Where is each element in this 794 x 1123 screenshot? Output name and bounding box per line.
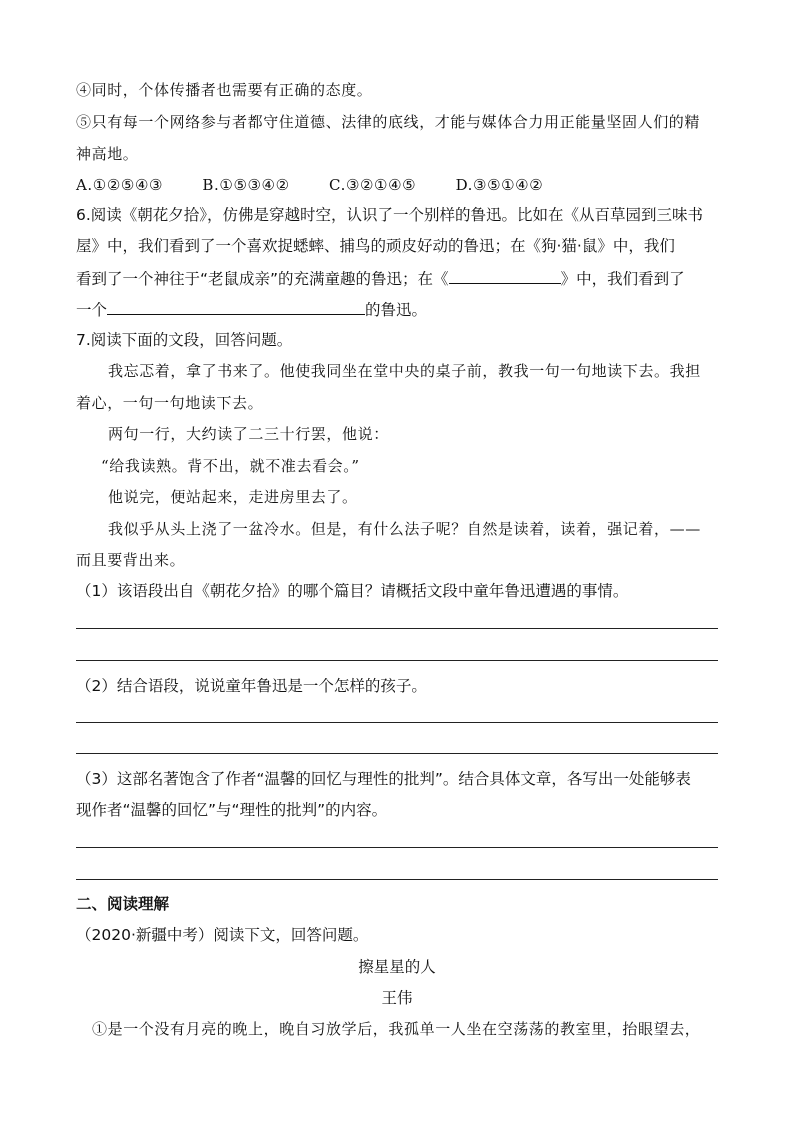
passage-p2: 两句一行，大约读了二三十行罢，他说： [108, 425, 389, 443]
q7-sub3-line2: 现作者“温馨的回忆”与“理性的批判”的内容。 [76, 801, 388, 819]
q7-sub3-line1: （3）这部名著饱含了作者“温馨的回忆与理性的批判”。结合具体文章，各写出一处能够表 [76, 770, 691, 788]
q7-sub2: （2）结合语段，说说童年鲁迅是一个怎样的孩子。 [76, 677, 427, 695]
article-author: 王伟 [381, 989, 413, 1007]
passage-p1-line2: 着心，一句一句地读下去。 [76, 394, 264, 412]
answer-line[interactable] [76, 847, 718, 848]
q6-line4 [76, 297, 427, 321]
statement-4: ④同时，个体传播者也需要有正确的态度。 [76, 81, 373, 99]
passage-p4: 他说完，便站起来，走进房里去了。 [108, 488, 358, 506]
q6-title-blank[interactable] [449, 266, 561, 284]
q6-line1: 6.阅读《朝花夕拾》，仿佛是穿越时空，认识了一个别样的鲁迅。比如在《从百草园到三味书 [76, 206, 704, 224]
passage-p5-line2: 而且要背出来。 [76, 551, 186, 569]
q6-line2: 屋》中，我们看到了一个喜欢捉蟋蟀、捕鸟的顽皮好动的鲁迅；在《狗·猫·鼠》中，我们 [76, 237, 675, 255]
answer-line[interactable] [76, 628, 718, 629]
q7-sub1: （1）该语段出自《朝花夕拾》的哪个篇目？请概括文段中童年鲁迅遭遇的事情。 [76, 582, 629, 600]
answer-line[interactable] [76, 660, 718, 661]
section-intro: （2020·新疆中考）阅读下文，回答问题。 [76, 926, 369, 944]
statement-5-line2: 神高地。 [76, 145, 139, 163]
section-heading [76, 893, 169, 915]
option-b: B.①⑤③④② [202, 176, 290, 194]
q6-line4-end: 的鲁迅。 [365, 301, 428, 319]
passage-p3: “给我读熟。背不出，就不准去看会。” [101, 457, 360, 475]
section-heading-text: 二、阅读理解 [76, 895, 170, 913]
option-d: D.③⑤①④② [455, 176, 544, 194]
option-a: A.①②⑤④③ [76, 176, 164, 194]
q7-title: 7.阅读下面的文段，回答问题。 [76, 331, 293, 349]
passage-p1-line1: 我忘忑着，拿了书来了。他使我同坐在堂中央的桌子前，教我一句一句地读下去。我担 [108, 362, 701, 380]
q6-line3-end: 》中，我们看到了 [560, 270, 685, 288]
q6-description-blank[interactable] [107, 297, 365, 315]
statement-5-line1: ⑤只有每一个网络参与者都守住道德、法律的底线，才能与媒体合力用正能量坚固人们的精 [76, 113, 701, 131]
article-title: 擦星星的人 [358, 958, 436, 976]
answer-line[interactable] [76, 722, 718, 723]
q6-line3-start: 看到了一个神往于“老鼠成亲”的充满童趣的鲁迅；在《 [76, 270, 449, 288]
passage-p5-line1: 我似乎从头上浇了一盆冷水。但是，有什么法子呢？自然是读着，读着，强记着，—— [108, 520, 701, 538]
q6-line4-start: 一个 [76, 301, 108, 319]
q6-line3 [76, 266, 685, 290]
answer-options [76, 174, 577, 196]
article-first-line: ①是一个没有月亮的晚上，晚自习放学后，我孤单一人坐在空荡荡的教室里，抬眼望去， [92, 1020, 701, 1038]
option-c: C.③②①④⑤ [329, 176, 417, 194]
answer-line[interactable] [76, 753, 718, 754]
answer-line[interactable] [76, 879, 718, 880]
